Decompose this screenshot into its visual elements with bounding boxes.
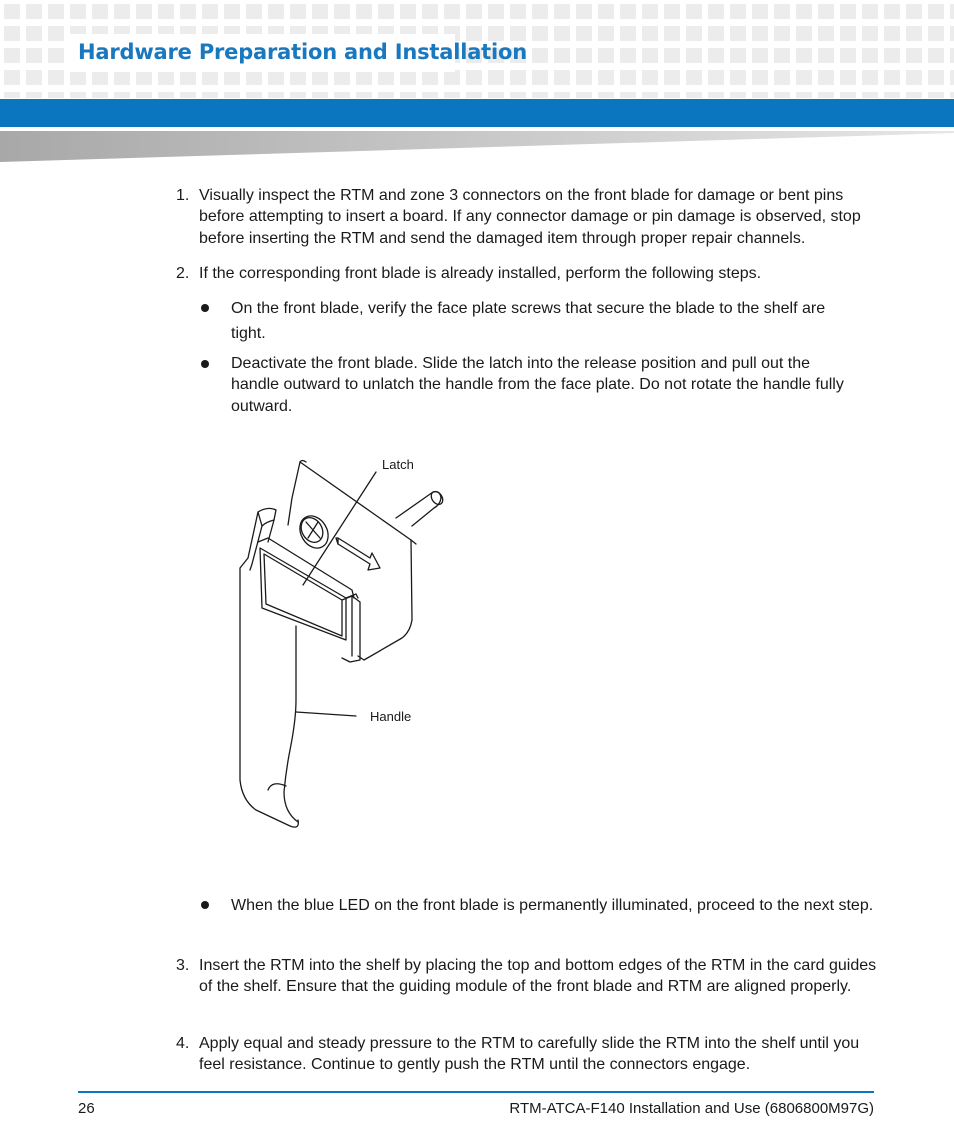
step-text: Apply equal and steady pressure to the RTM to carefully slide the RTM into the shelf until you feel resistance. Continue to gently push the RTM until the connectors engage.: [199, 1035, 860, 1074]
substep-text: On the front blade, verify the face plate screws that secure the blade to the shelf are tight.: [231, 300, 826, 342]
page-number: 26: [78, 1100, 95, 1117]
step-number: 3.: [176, 957, 190, 974]
substep-text: When the blue LED on the front blade is permanently illuminated, proceed to the next step.: [231, 897, 874, 914]
step-text: If the corresponding front blade is already installed, perform the following steps.: [199, 265, 762, 282]
header-gray-wedge: [0, 131, 954, 163]
step-number: 4.: [176, 1035, 190, 1052]
latch-label: Latch: [382, 457, 414, 472]
handle-label: Handle: [370, 709, 412, 724]
bullet-icon: [201, 304, 209, 312]
step-text: Insert the RTM into the shelf by placing the top and bottom edges of the RTM in the card guides of the shelf. Ensure that the guiding module of the front blade and RTM are aligned properly.: [199, 957, 877, 996]
step-number: 2.: [176, 265, 190, 282]
substep-text: Deactivate the front blade. Slide the latch into the release position and pull out the handle outward to unlatch the handle from the face plate. Do not rotate the handle fully outward.: [231, 355, 844, 415]
header-blue-band: [0, 99, 954, 127]
step-number: 1.: [176, 187, 190, 204]
bullet-icon: [201, 360, 209, 368]
document-reference: RTM-ATCA-F140 Installation and Use (6806800M97G): [509, 1100, 874, 1117]
step-text: Visually inspect the RTM and zone 3 connectors on the front blade for damage or bent pins before attempting to insert a board. If any connector damage or pin damage is observed, stop before inserting the RTM and send the damaged item through proper repair channels.: [199, 187, 861, 247]
latch-handle-figure: [228, 450, 468, 840]
bullet-icon: [201, 901, 209, 909]
footer-rule: [78, 1091, 874, 1093]
page-title: Hardware Preparation and Installation: [78, 40, 527, 64]
